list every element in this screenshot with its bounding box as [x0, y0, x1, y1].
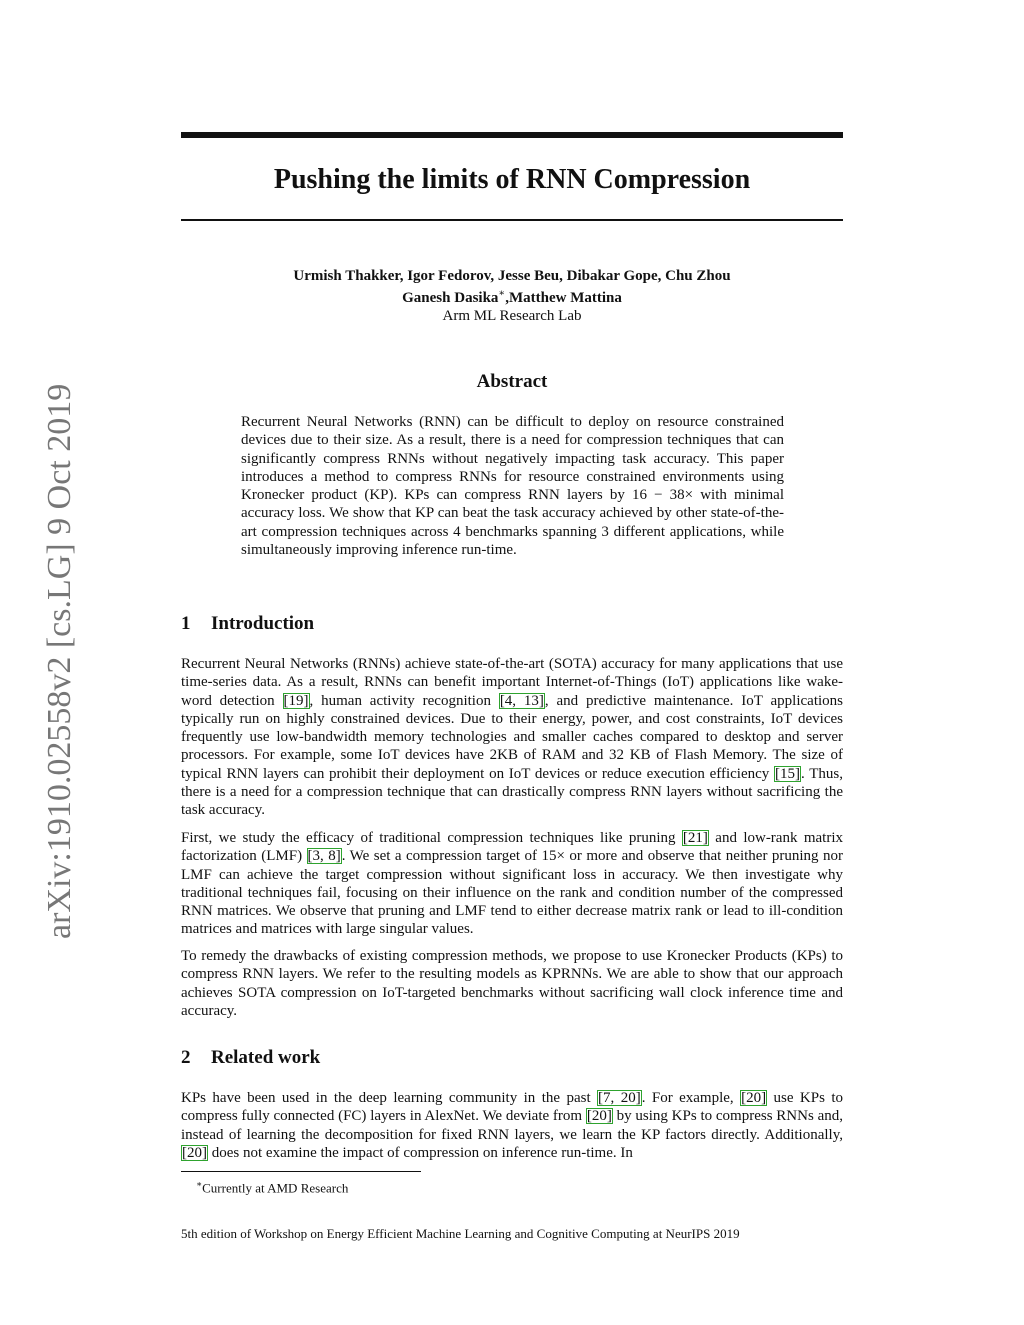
citation-link[interactable]: [15] — [775, 765, 801, 782]
related-paragraph-1 — [181, 1089, 843, 1162]
footnote-mark: ∗ — [196, 1179, 203, 1189]
section-title: Related work — [211, 1047, 321, 1068]
text-run: . Thus, there is a need for a compression technique that can drastically compress RNN layers without sacrificing the task accuracy. — [181, 765, 843, 819]
section-number: 1 — [181, 613, 191, 634]
arxiv-stamp: arXiv:1910.02558v2 [cs.LG] 9 Oct 2019 — [41, 383, 78, 939]
title-top-rule — [181, 132, 843, 138]
citation-link[interactable]: [20] — [741, 1090, 767, 1106]
text-run: use KPs to compress fully connected (FC) layers in AlexNet. We deviate from — [181, 1090, 843, 1125]
title-bottom-rule — [181, 219, 843, 221]
text-run: Recurrent Neural Networks (RNNs) achieve state-of-the-art (SOTA) accuracy for many applications that use time-series data. As a result, RNNs can benefit important Internet-of-Things (IoT) applications like wake-word detection — [181, 656, 843, 709]
text-run: does not examine the impact of compression on inference run-time. In — [208, 1144, 633, 1161]
citation-link[interactable]: [20] — [586, 1108, 612, 1125]
footnote-text: Currently at AMD Research — [202, 1180, 349, 1196]
citation-link[interactable]: [21] — [682, 830, 708, 846]
intro-paragraph-2 — [181, 829, 843, 939]
citation-link[interactable]: [7, 20] — [598, 1090, 641, 1106]
text-run: KPs have been used in the deep learning community in the past — [181, 1090, 598, 1106]
section-title: Introduction — [211, 613, 315, 634]
author-line-2 — [181, 285, 843, 307]
affiliation: Arm ML Research Lab — [442, 308, 582, 324]
author-mattina: ,Matthew Mattina — [505, 290, 622, 306]
text-run: . We set a compression target of 15× or more and observe that neither pruning nor LMF can achieve the target compression without significant loss in accuracy. We then investigate why traditional techniques fail, focusing on their influence on the rank and condition number of the compressed RNN matrices. We observe that pruning and LMF tend to either decrease matrix rank or lead to ill-condition matrices and matrices with large singular values. — [181, 848, 843, 938]
venue-footer: 5th edition of Workshop on Energy Efficient Machine Learning and Cognitive Computing at NeurIPS 2019 — [181, 1226, 740, 1241]
intro-paragraph-1 — [181, 655, 843, 820]
intro-paragraph-3: To remedy the drawbacks of existing compression methods, we propose to use Kronecker Products (KPs) to compress RNN layers. We refer to the resulting models as KPRNNs. We are able to show that our approach achieves SOTA compression on IoT-targeted benchmarks without sacrificing wall clock inference time and accuracy. — [181, 948, 843, 1019]
author-line-1: Urmish Thakker, Igor Fedorov, Jesse Beu, Dibakar Gope, Chu Zhou — [293, 268, 731, 284]
text-run: , human activity recognition — [309, 692, 499, 709]
text-run: , and predictive maintenance. IoT applications typically run on highly constrained devices. Due to their energy, power, and cost constraints, IoT devices frequently use low-bandwidth memory technologies and smaller caches compared to desktop and server processors. For example, some IoT devices have 2KB of RAM and 32 KB of Flash Memory. The size of typical RNN layers can prohibit their deployment on IoT devices or reduce execution efficiency — [181, 692, 843, 782]
section-heading-introduction — [181, 612, 314, 636]
section-heading-related-work — [181, 1046, 320, 1070]
citation-link[interactable]: [19] — [283, 692, 309, 709]
footnote-rule — [181, 1171, 421, 1172]
text-run: by using KPs to compress RNNs and, instead of learning the decomposition for fixed RNN layers, we learn the KP factors directly. Additionally, — [181, 1108, 843, 1143]
citation-link[interactable]: [3, 8] — [307, 848, 341, 865]
author-footnote-mark[interactable]: ∗ — [498, 288, 506, 299]
text-run: and low-rank matrix factorization (LMF) — [181, 830, 843, 865]
section-number: 2 — [181, 1047, 191, 1068]
text-run: . For example, — [641, 1090, 741, 1106]
abstract-heading: Abstract — [476, 371, 548, 392]
citation-link[interactable]: [20] — [182, 1144, 207, 1161]
footnote — [196, 1176, 348, 1196]
text-run: First, we study the efficacy of traditional compression techniques like pruning — [181, 830, 682, 846]
author-dasika: Ganesh Dasika — [402, 290, 499, 306]
abstract-text: Recurrent Neural Networks (RNN) can be difficult to deploy on resource constrained devices due to their size. As a result, there is a need for compression techniques that can significantly compress RNNs without negatively impacting task accuracy. This paper introduces a method to compress RNNs for resource constrained environments using Kronecker product (KP). KPs can compress RNN layers by 16 − 38× with minimal accuracy loss. We show that KP can beat the task accuracy achieved by other state-of-the-art compression techniques across 4 benchmarks spanning 3 different applications, while simultaneously improving inference run-time. — [241, 414, 784, 559]
citation-link[interactable]: [4, 13] — [499, 692, 544, 709]
author-block — [181, 267, 843, 325]
paper-title: Pushing the limits of RNN Compression — [273, 164, 751, 195]
